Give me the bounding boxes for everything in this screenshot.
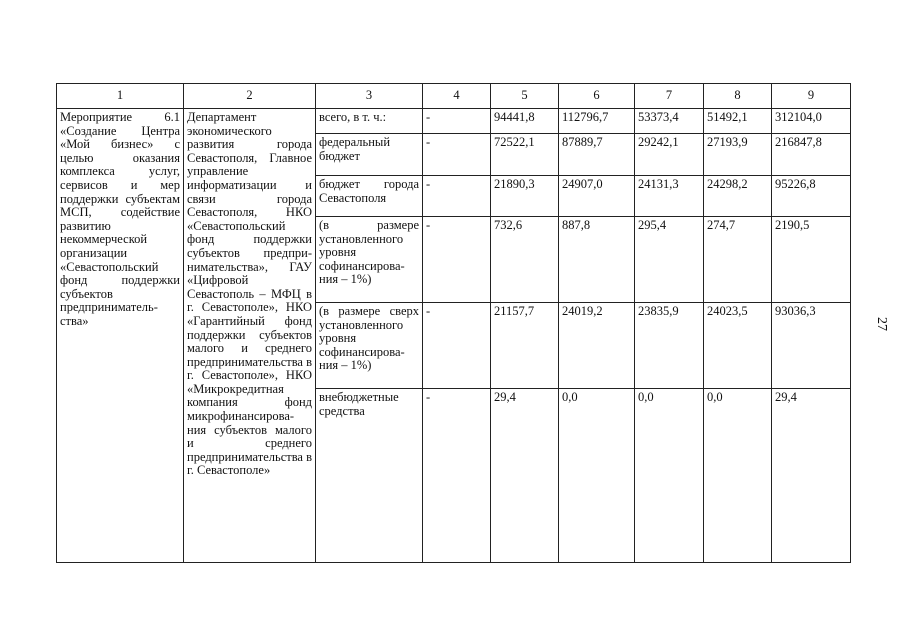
cell-c6: 887,8: [559, 217, 635, 303]
cell-c9: 216847,8: [772, 134, 851, 176]
cell-c6: 0,0: [559, 389, 635, 563]
cell-c6: 24907,0: [559, 176, 635, 217]
cell-c9: 2190,5: [772, 217, 851, 303]
cell-c9: 93036,3: [772, 303, 851, 389]
source-cell: (в размере установленного уровня софинансирова-ния – 1%): [316, 217, 423, 303]
header-cell: 2: [184, 84, 316, 109]
header-cell: 4: [423, 84, 491, 109]
source-cell: внебюджетные средства: [316, 389, 423, 563]
cell-c7: 53373,4: [635, 109, 704, 134]
cell-c5: 21157,7: [491, 303, 559, 389]
cell-c9: 29,4: [772, 389, 851, 563]
cell-c4: -: [423, 303, 491, 389]
cell-c8: 51492,1: [704, 109, 772, 134]
cell-c8: 24023,5: [704, 303, 772, 389]
source-cell: бюджет города Севастополя: [316, 176, 423, 217]
cell-c8: 27193,9: [704, 134, 772, 176]
source-cell: (в размере сверх установленного уровня софинансирова-ния – 1%): [316, 303, 423, 389]
executor-cell: Департамент экономического развития города Севастополя, Главное управление информатизации и связи города Севастополя, НКО «Севастопольский фонд поддержки субъектов предпри-нимательства», ГАУ «Цифровой Севастополь – МФЦ в г. Севастополе», НКО «Гарантийный фонд поддержки субъектов малого и среднего предпринимательства в г. Севастополе», НКО «Микрокредитная компания фонд микрофинансирова-ния субъектов малого и среднего предпринимательства в г. Севастополе»: [184, 109, 316, 563]
cell-c6: 112796,7: [559, 109, 635, 134]
header-cell: 3: [316, 84, 423, 109]
cell-c7: 24131,3: [635, 176, 704, 217]
header-cell: 9: [772, 84, 851, 109]
header-cell: 1: [57, 84, 184, 109]
cell-c8: 24298,2: [704, 176, 772, 217]
cell-c6: 87889,7: [559, 134, 635, 176]
cell-c7: 0,0: [635, 389, 704, 563]
cell-c4: -: [423, 217, 491, 303]
cell-c4: -: [423, 134, 491, 176]
source-cell: всего, в т. ч.:: [316, 109, 423, 134]
header-cell: 5: [491, 84, 559, 109]
cell-c5: 21890,3: [491, 176, 559, 217]
cell-c5: 29,4: [491, 389, 559, 563]
cell-c5: 72522,1: [491, 134, 559, 176]
cell-c8: 0,0: [704, 389, 772, 563]
cell-c4: -: [423, 389, 491, 563]
source-cell: федеральный бюджет: [316, 134, 423, 176]
cell-c4: -: [423, 176, 491, 217]
header-cell: 8: [704, 84, 772, 109]
cell-c7: 29242,1: [635, 134, 704, 176]
cell-c5: 94441,8: [491, 109, 559, 134]
cell-c8: 274,7: [704, 217, 772, 303]
cell-c4: -: [423, 109, 491, 134]
cell-c5: 732,6: [491, 217, 559, 303]
cell-c6: 24019,2: [559, 303, 635, 389]
cell-c7: 295,4: [635, 217, 704, 303]
budget-table: [56, 83, 851, 563]
table-row: [57, 109, 851, 134]
cell-c9: 95226,8: [772, 176, 851, 217]
cell-c9: 312104,0: [772, 109, 851, 134]
page-number: 27: [874, 317, 889, 331]
header-cell: 6: [559, 84, 635, 109]
header-row: [57, 84, 851, 109]
cell-c7: 23835,9: [635, 303, 704, 389]
header-cell: 7: [635, 84, 704, 109]
event-cell: Мероприятие 6.1 «Создание Центра «Мой бизнес» с целью оказания комплекса услуг, сервисов и мер поддержки субъектам МСП, содействие развитию некоммерческой организации «Севастопольский фонд поддержки субъектов предприниматель-ства»: [57, 109, 184, 563]
